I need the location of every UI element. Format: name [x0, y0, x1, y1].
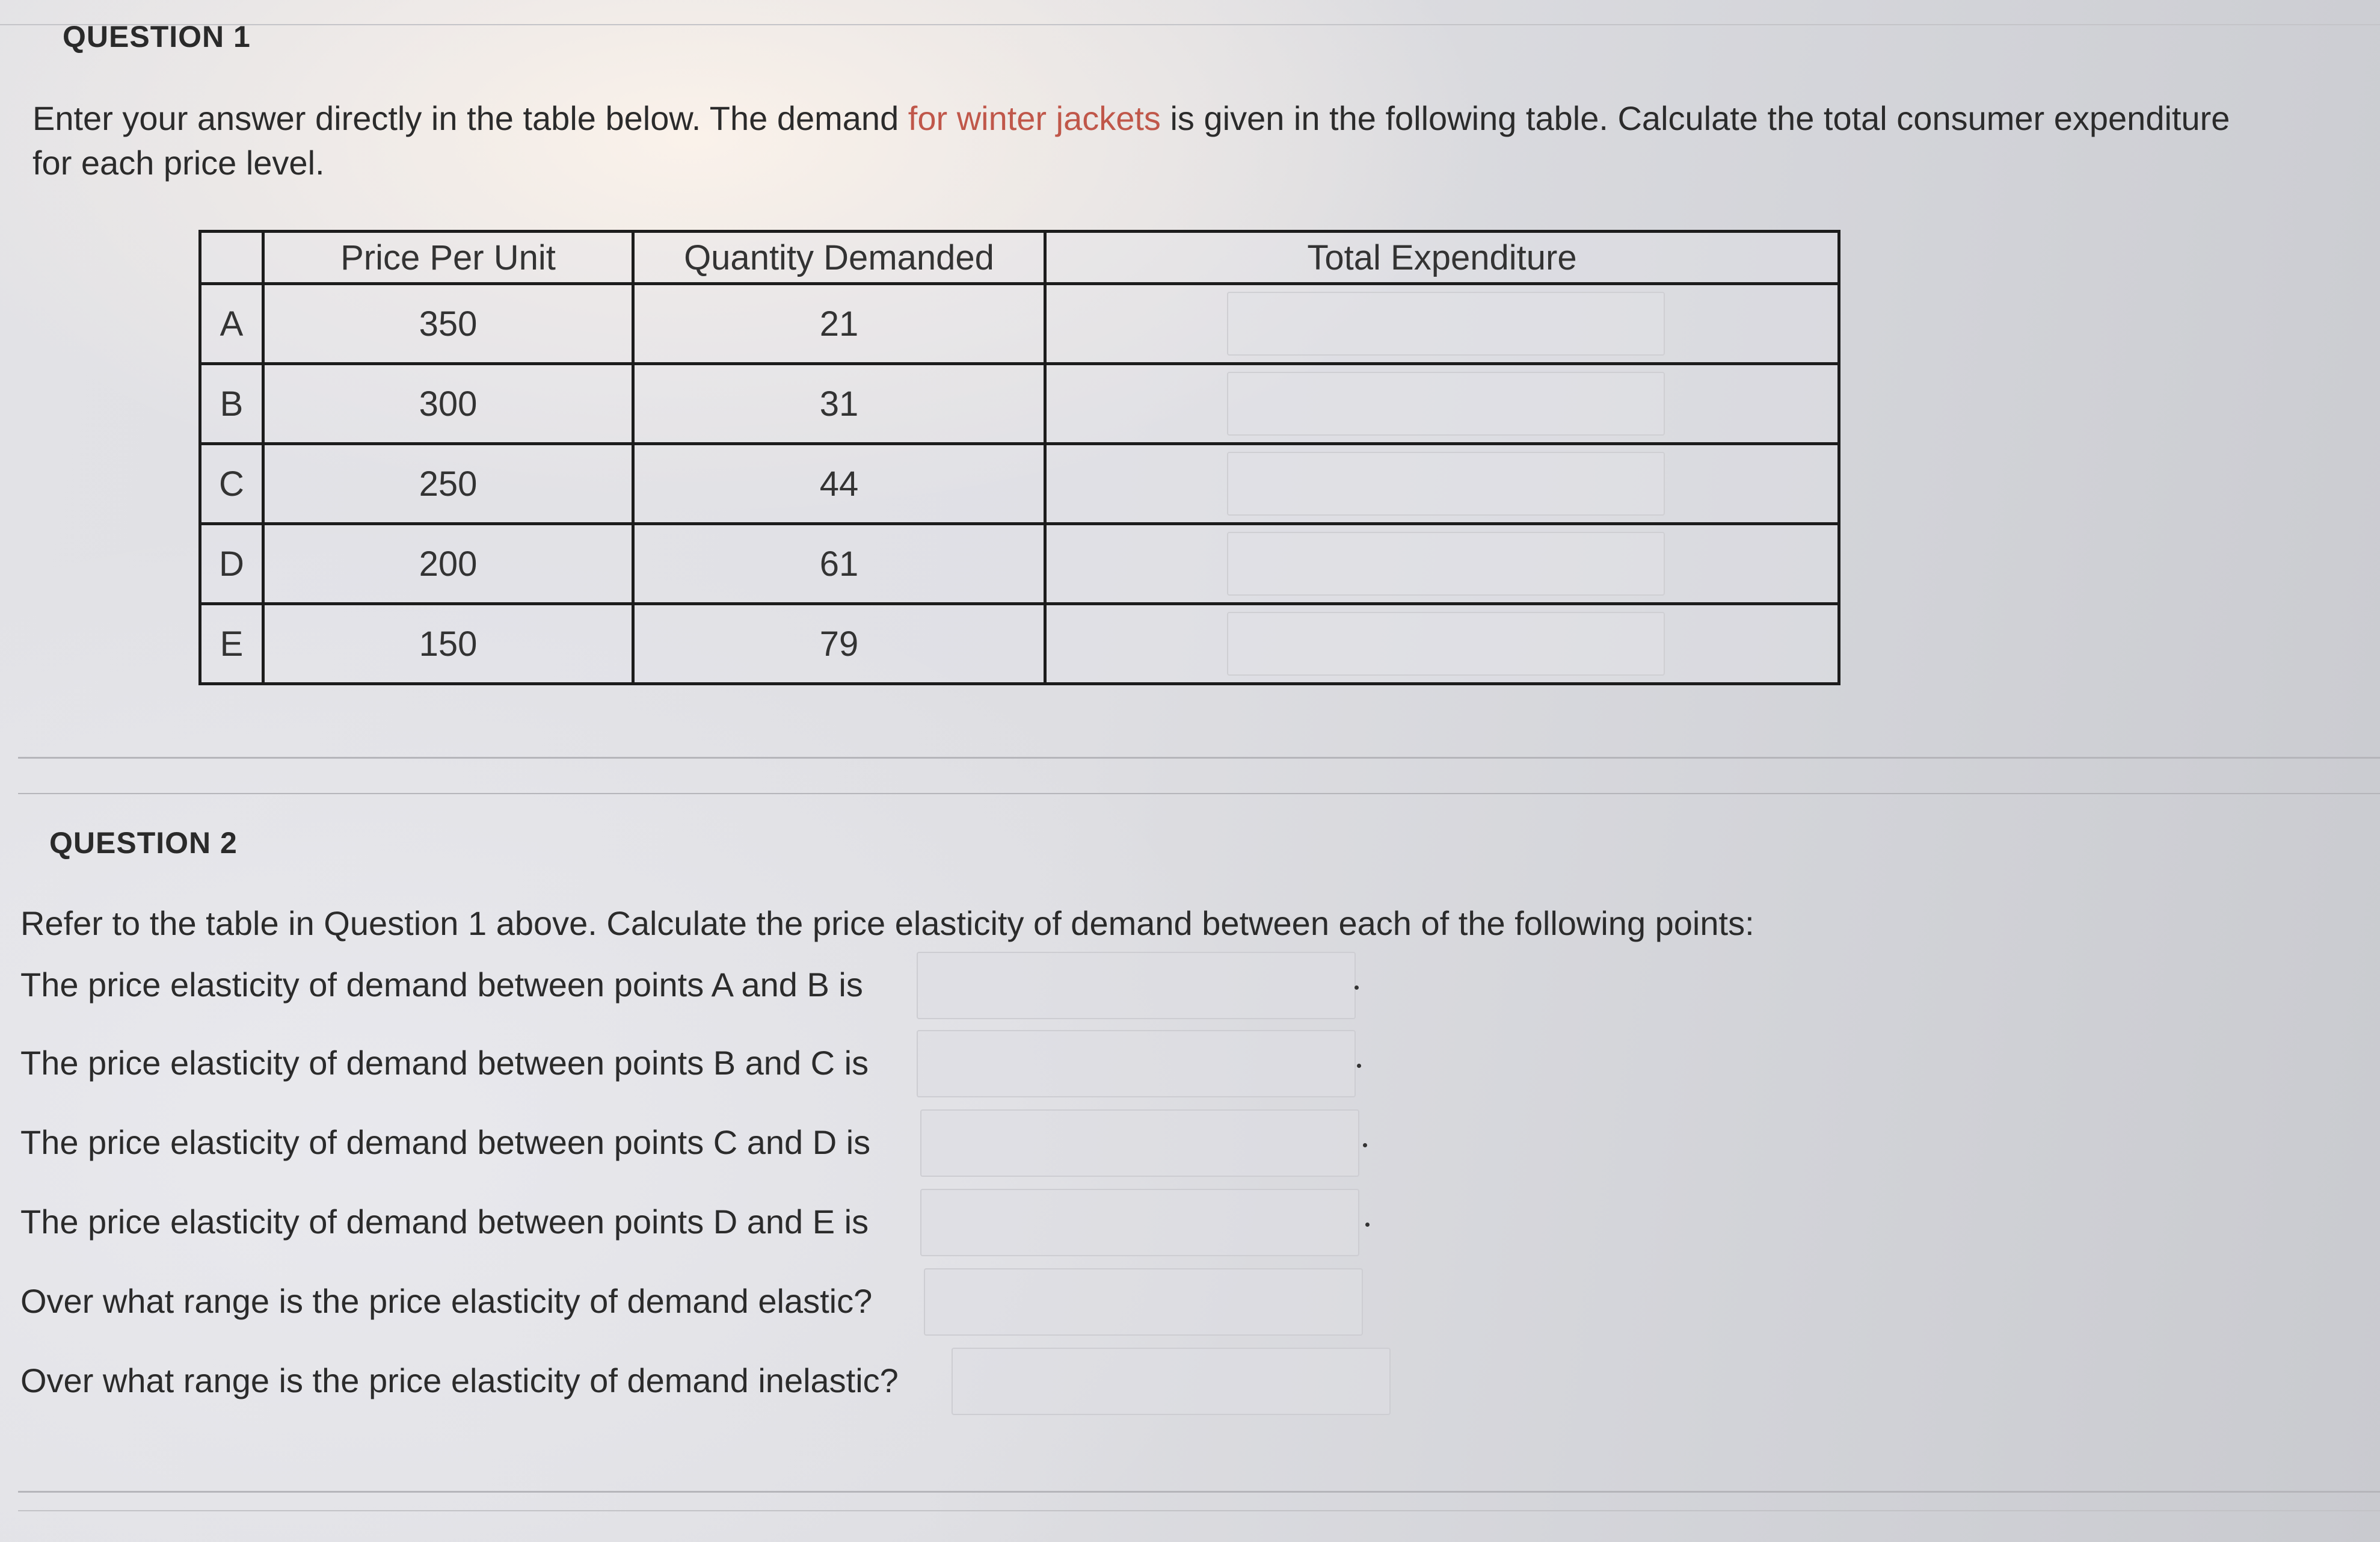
price-cell: 250 — [263, 444, 633, 524]
table-row — [200, 524, 1839, 604]
question-2-intro: Refer to the table in Question 1 above. Calculate the price elasticity of demand between each of the following points: — [20, 904, 1754, 942]
elasticity-input-d-e[interactable] — [920, 1189, 1359, 1256]
point-label: D — [200, 524, 263, 604]
bottom-divider — [18, 1491, 2380, 1493]
instructions-highlight: for winter jackets — [908, 99, 1161, 137]
elasticity-row-a-b — [20, 952, 1404, 1024]
question-divider-secondary — [18, 793, 2380, 794]
total-expenditure-input-d[interactable] — [1227, 532, 1665, 596]
header-total-expenditure: Total Expenditure — [1045, 232, 1839, 284]
table-row — [200, 284, 1839, 364]
instructions-text-line2: for each price level. — [32, 144, 325, 182]
elasticity-input-c-d[interactable] — [920, 1109, 1359, 1177]
total-expenditure-input-a[interactable] — [1227, 292, 1665, 356]
elasticity-input-b-c[interactable] — [917, 1030, 1356, 1097]
elastic-range-input[interactable] — [924, 1268, 1363, 1336]
elasticity-row-b-c — [20, 1030, 1404, 1102]
question-1-heading: QUESTION 1 — [63, 20, 251, 54]
quantity-cell: 31 — [633, 364, 1045, 444]
elasticity-label-a-b: The price elasticity of demand between points A and B is — [20, 966, 863, 1004]
elastic-range-row — [20, 1268, 1404, 1340]
elasticity-row-c-d — [20, 1109, 1404, 1182]
quantity-cell: 21 — [633, 284, 1045, 364]
quantity-cell: 61 — [633, 524, 1045, 604]
header-point — [200, 232, 263, 284]
elasticity-input-a-b[interactable] — [917, 952, 1356, 1019]
price-cell: 350 — [263, 284, 633, 364]
quantity-cell: 79 — [633, 604, 1045, 684]
total-expenditure-input-b[interactable] — [1227, 372, 1665, 436]
inelastic-range-label: Over what range is the price elasticity of demand inelastic? — [20, 1362, 899, 1399]
period-mark — [1365, 1223, 1370, 1227]
elasticity-label-d-e: The price elasticity of demand between points D and E is — [20, 1203, 869, 1241]
table-header-row — [200, 232, 1839, 284]
total-expenditure-cell — [1045, 284, 1839, 364]
question-2-heading: QUESTION 2 — [49, 826, 238, 860]
bottom-divider-secondary — [18, 1510, 2380, 1511]
top-divider — [0, 24, 2380, 25]
header-price-per-unit: Price Per Unit — [263, 232, 633, 284]
elasticity-label-c-d: The price elasticity of demand between points C and D is — [20, 1123, 871, 1161]
elasticity-label-b-c: The price elasticity of demand between points B and C is — [20, 1044, 869, 1082]
table-row — [200, 604, 1839, 684]
period-mark — [1363, 1143, 1367, 1147]
period-mark — [1355, 985, 1359, 990]
total-expenditure-cell — [1045, 364, 1839, 444]
point-label: E — [200, 604, 263, 684]
header-quantity-demanded: Quantity Demanded — [633, 232, 1045, 284]
total-expenditure-input-e[interactable] — [1227, 612, 1665, 676]
instructions-text-part1: Enter your answer directly in the table below. The demand — [32, 99, 908, 137]
table-row — [200, 364, 1839, 444]
point-label: B — [200, 364, 263, 444]
price-cell: 200 — [263, 524, 633, 604]
total-expenditure-input-c[interactable] — [1227, 452, 1665, 516]
total-expenditure-cell — [1045, 604, 1839, 684]
inelastic-range-row — [20, 1348, 1434, 1420]
price-cell: 300 — [263, 364, 633, 444]
point-label: A — [200, 284, 263, 364]
question-divider — [18, 757, 2380, 759]
total-expenditure-cell — [1045, 524, 1839, 604]
table-row — [200, 444, 1839, 524]
question-1-instructions — [32, 96, 2330, 185]
period-mark — [1357, 1064, 1361, 1068]
point-label: C — [200, 444, 263, 524]
elastic-range-label: Over what range is the price elasticity of demand elastic? — [20, 1282, 873, 1320]
quantity-cell: 44 — [633, 444, 1045, 524]
total-expenditure-cell — [1045, 444, 1839, 524]
price-cell: 150 — [263, 604, 633, 684]
elasticity-row-d-e — [20, 1189, 1404, 1261]
inelastic-range-input[interactable] — [952, 1348, 1391, 1415]
instructions-text-part2: is given in the following table. Calculate the total consumer expenditure — [1160, 99, 2230, 137]
demand-table — [198, 230, 1840, 685]
